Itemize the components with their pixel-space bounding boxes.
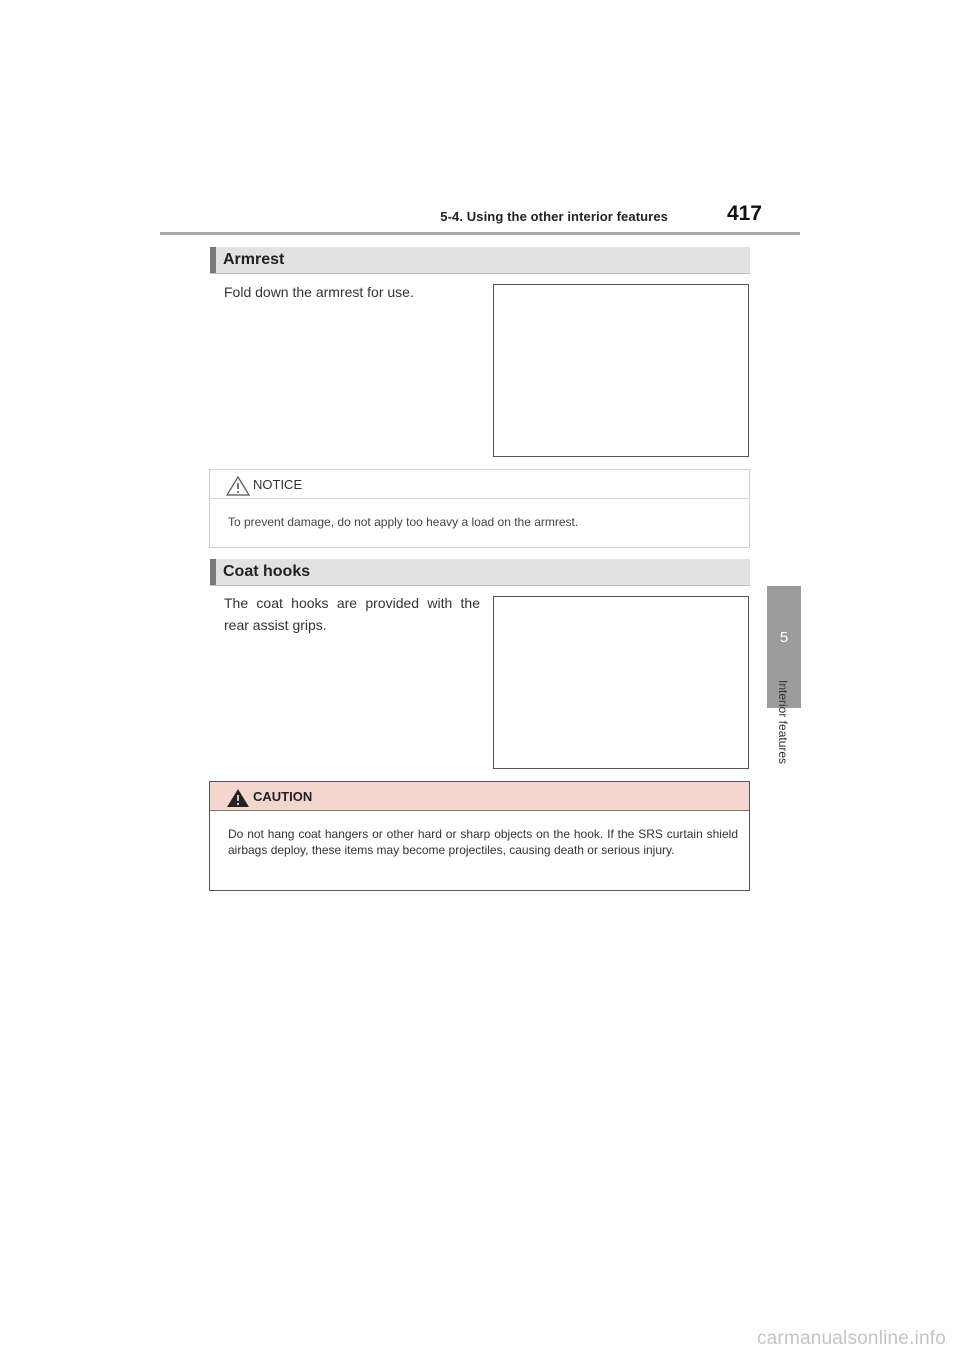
caution-box (209, 781, 750, 891)
heading-accent (210, 559, 216, 585)
chapter-number: 5 (779, 629, 789, 646)
caution-header (210, 782, 749, 811)
heading-accent (210, 247, 216, 273)
notice-label: NOTICE (253, 477, 303, 492)
notice-header (210, 470, 749, 499)
running-header-title: 5-4. Using the other interior features (440, 209, 668, 224)
caution-text: Do not hang coat hangers or other hard or sharp objects on the hook. If the SRS curtain shield airbags deploy, these items may become projectiles, causing death or serious injury. (228, 827, 738, 857)
notice-text: To prevent damage, do not apply too heavy a load on the armrest. (228, 515, 579, 529)
coat-hooks-heading-bar (210, 559, 750, 586)
caution-label: CAUTION (253, 789, 313, 804)
armrest-figure (493, 284, 749, 457)
armrest-heading-bar (210, 247, 750, 274)
header-rule (160, 232, 800, 235)
coat-hooks-heading: Coat hooks (223, 563, 311, 580)
armrest-heading: Armrest (223, 251, 285, 268)
notice-box (209, 469, 750, 548)
watermark: carmanualsonline.info (756, 1328, 946, 1349)
warning-triangle-outline-icon (226, 476, 250, 496)
coat-hooks-text: The coat hooks are provided with the rear assist grips. (224, 595, 480, 633)
page-number: 417 (726, 202, 762, 225)
warning-triangle-filled-icon (226, 788, 250, 808)
chapter-label: Interior features (776, 680, 790, 765)
armrest-text: Fold down the armrest for use. (224, 284, 414, 300)
coat-hooks-figure (493, 596, 749, 769)
